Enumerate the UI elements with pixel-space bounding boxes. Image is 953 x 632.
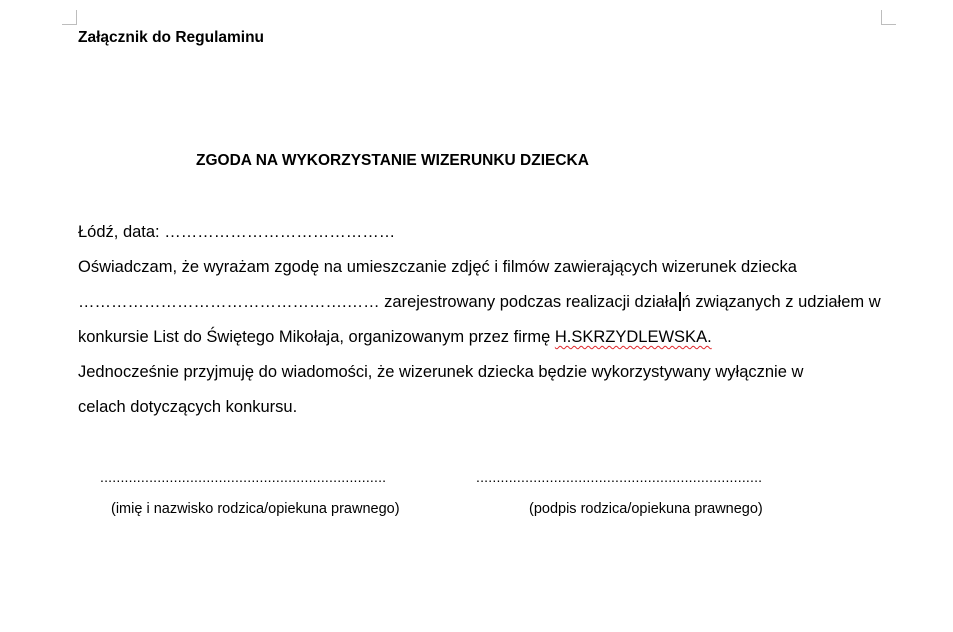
signature-name-caption: (imię i nazwisko rodzica/opiekuna prawnego)	[111, 501, 400, 517]
page-margin-corner-top-right	[881, 10, 896, 25]
signature-sign-caption: (podpis rodzica/opiekuna prawnego)	[529, 501, 763, 517]
text-cursor	[679, 292, 681, 311]
document-title: ZGODA NA WYKORZYSTANIE WIZERUNKU DZIECKA	[196, 152, 589, 169]
consent-line-2	[78, 292, 881, 312]
consent-line-2-part-b: ń związanych z udziałem w	[681, 293, 881, 311]
signature-name-field: ......................................................................	[100, 469, 387, 485]
consent-line-2-part-a: ………………………………………….…… zarejestrowany podczas realizacji działa	[78, 293, 678, 311]
signature-sign-field: ......................................................................	[476, 469, 763, 485]
spellcheck-flagged-word[interactable]: H.SKRZYDLEWSKA.	[554, 328, 712, 346]
date-line: Łódź, data: ……………………………………	[78, 223, 396, 241]
consent-line-3-text: konkursie List do Świętego Mikołaja, organizowanym przez firmę	[78, 328, 555, 346]
consent-line-3	[78, 327, 712, 347]
page-margin-corner-top-left	[62, 10, 77, 25]
consent-line-1: Oświadczam, że wyrażam zgodę na umieszczanie zdjęć i filmów zawierających wizerunek dziecka	[78, 258, 797, 276]
header-title: Załącznik do Regulaminu	[78, 29, 265, 46]
acknowledgement-line-2: celach dotyczących konkursu.	[78, 398, 298, 416]
acknowledgement-line-1: Jednocześnie przyjmuję do wiadomości, że wizerunek dziecka będzie wykorzystywany wyłącznie w	[78, 363, 804, 381]
